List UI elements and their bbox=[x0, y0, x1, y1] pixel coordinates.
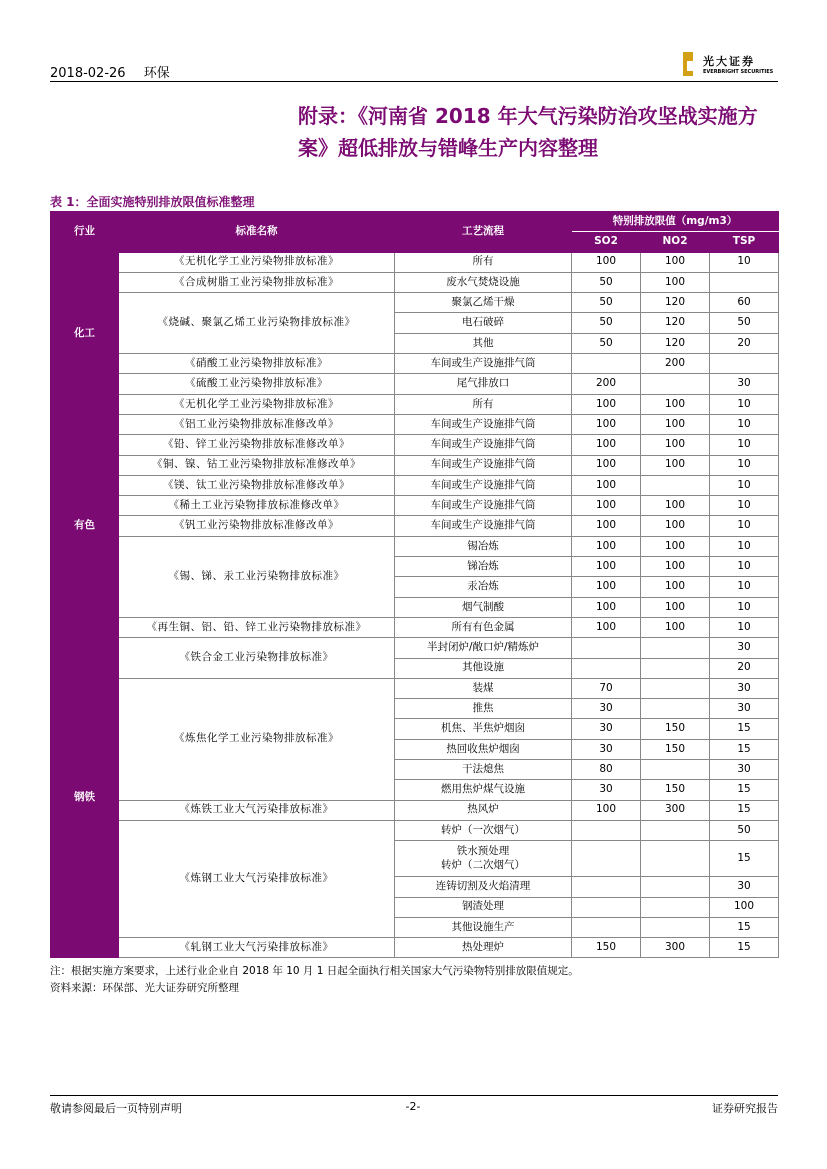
process-cell: 车间或生产设施排气筒 bbox=[395, 496, 572, 516]
tsp-cell: 60 bbox=[710, 293, 779, 313]
no2-cell bbox=[641, 841, 710, 877]
process-cell: 连铸切割及火焰清理 bbox=[395, 877, 572, 897]
so2-cell: 100 bbox=[572, 800, 641, 820]
no2-cell: 100 bbox=[641, 496, 710, 516]
standard-cell: 《铁合金工业污染物排放标准》 bbox=[119, 638, 395, 679]
so2-cell bbox=[572, 638, 641, 658]
standard-cell: 《炼铁工业大气污染排放标准》 bbox=[119, 800, 395, 820]
table-row bbox=[51, 516, 779, 536]
no2-cell: 100 bbox=[641, 414, 710, 434]
no2-cell bbox=[641, 374, 710, 394]
no2-cell: 100 bbox=[641, 455, 710, 475]
table-row bbox=[51, 455, 779, 475]
industry-cell: 钢铁 bbox=[51, 638, 119, 958]
table-row bbox=[51, 354, 779, 374]
no2-cell bbox=[641, 820, 710, 840]
no2-cell bbox=[641, 638, 710, 658]
no2-cell: 100 bbox=[641, 536, 710, 556]
no2-cell bbox=[641, 877, 710, 897]
so2-cell: 100 bbox=[572, 597, 641, 617]
table-note: 注：根据实施方案要求，上述行业企业自 2018 年 10 月 1 日起全面执行相关国家大气污染物特别排放限值规定。 bbox=[50, 965, 579, 977]
no2-cell: 100 bbox=[641, 557, 710, 577]
process-cell: 机焦、半焦炉烟囱 bbox=[395, 719, 572, 739]
page-title: 附录：《河南省 2018 年大气污染防治攻坚战实施方案》超低排放与错峰生产内容整理 bbox=[298, 104, 758, 160]
so2-cell: 100 bbox=[572, 455, 641, 475]
table-row bbox=[51, 678, 779, 698]
no2-cell: 150 bbox=[641, 739, 710, 759]
process-cell: 锑冶炼 bbox=[395, 557, 572, 577]
standard-cell: 《硫酸工业污染物排放标准》 bbox=[119, 374, 395, 394]
process-cell: 热处理炉 bbox=[395, 938, 572, 958]
so2-cell bbox=[572, 658, 641, 678]
tsp-cell: 15 bbox=[710, 841, 779, 877]
standard-cell: 《轧钢工业大气污染排放标准》 bbox=[119, 938, 395, 958]
no2-cell bbox=[641, 897, 710, 917]
process-cell: 所有有色金属 bbox=[395, 617, 572, 637]
standard-cell: 《硝酸工业污染物排放标准》 bbox=[119, 354, 395, 374]
tsp-cell: 10 bbox=[710, 435, 779, 455]
standard-cell: 《镁、钛工业污染物排放标准修改单》 bbox=[119, 475, 395, 495]
tsp-cell: 15 bbox=[710, 917, 779, 937]
standard-cell: 《合成树脂工业污染物排放标准》 bbox=[119, 272, 395, 292]
process-cell: 干法熄焦 bbox=[395, 760, 572, 780]
standard-cell: 《铅、锌工业污染物排放标准修改单》 bbox=[119, 435, 395, 455]
no2-cell bbox=[641, 760, 710, 780]
table-notes bbox=[50, 963, 579, 997]
table-source: 资料来源：环保部、光大证券研究所整理 bbox=[50, 982, 239, 994]
process-cell: 车间或生产设施排气筒 bbox=[395, 435, 572, 455]
process-line: 转炉（二次烟气） bbox=[441, 858, 525, 871]
no2-cell: 100 bbox=[641, 617, 710, 637]
process-cell: 车间或生产设施排气筒 bbox=[395, 455, 572, 475]
process-cell: 尾气排放口 bbox=[395, 374, 572, 394]
so2-cell: 100 bbox=[572, 557, 641, 577]
process-cell: 燃用焦炉煤气设施 bbox=[395, 780, 572, 800]
report-header-meta bbox=[50, 62, 184, 81]
tsp-cell: 20 bbox=[710, 658, 779, 678]
no2-cell: 100 bbox=[641, 516, 710, 536]
process-cell: 锡冶炼 bbox=[395, 536, 572, 556]
process-cell: 所有 bbox=[395, 252, 572, 272]
tsp-cell: 10 bbox=[710, 475, 779, 495]
process-cell: 汞冶炼 bbox=[395, 577, 572, 597]
so2-cell: 80 bbox=[572, 760, 641, 780]
so2-cell: 50 bbox=[572, 293, 641, 313]
tsp-cell: 30 bbox=[710, 699, 779, 719]
no2-cell: 200 bbox=[641, 354, 710, 374]
no2-cell: 100 bbox=[641, 272, 710, 292]
table-row bbox=[51, 293, 779, 313]
footer-disclaimer: 敬请参阅最后一页特别声明 bbox=[50, 1102, 182, 1115]
industry-cell: 有色 bbox=[51, 414, 119, 637]
tsp-cell bbox=[710, 354, 779, 374]
table-row bbox=[51, 938, 779, 958]
process-cell: 车间或生产设施排气筒 bbox=[395, 475, 572, 495]
no2-cell: 150 bbox=[641, 719, 710, 739]
process-cell: 电石破碎 bbox=[395, 313, 572, 333]
table-row bbox=[51, 800, 779, 820]
so2-cell: 100 bbox=[572, 577, 641, 597]
tsp-cell: 15 bbox=[710, 719, 779, 739]
no2-cell: 100 bbox=[641, 577, 710, 597]
tsp-cell: 10 bbox=[710, 394, 779, 414]
footer-divider bbox=[50, 1095, 778, 1096]
so2-cell: 200 bbox=[572, 374, 641, 394]
process-cell: 热回收焦炉烟囱 bbox=[395, 739, 572, 759]
no2-cell bbox=[641, 658, 710, 678]
table-row bbox=[51, 638, 779, 658]
tsp-cell: 30 bbox=[710, 374, 779, 394]
no2-cell bbox=[641, 678, 710, 698]
standard-cell: 《稀土工业污染物排放标准修改单》 bbox=[119, 496, 395, 516]
logo-text-en: EVERBRIGHT SECURITIES bbox=[703, 69, 774, 75]
so2-cell: 100 bbox=[572, 252, 641, 272]
no2-cell: 100 bbox=[641, 252, 710, 272]
process-cell: 车间或生产设施排气筒 bbox=[395, 414, 572, 434]
so2-cell: 100 bbox=[572, 536, 641, 556]
tsp-cell: 10 bbox=[710, 536, 779, 556]
standard-cell: 《再生铜、铝、铅、锌工业污染物排放标准》 bbox=[119, 617, 395, 637]
tsp-cell: 20 bbox=[710, 333, 779, 353]
standard-cell: 《锡、锑、汞工业污染物排放标准》 bbox=[119, 536, 395, 617]
standard-cell: 《烧碱、聚氯乙烯工业污染物排放标准》 bbox=[119, 293, 395, 354]
standard-cell: 《无机化学工业污染物排放标准》 bbox=[119, 252, 395, 272]
process-cell: 热风炉 bbox=[395, 800, 572, 820]
process-cell: 装煤 bbox=[395, 678, 572, 698]
tsp-cell: 15 bbox=[710, 938, 779, 958]
so2-cell: 100 bbox=[572, 414, 641, 434]
standard-cell: 《铝工业污染物排放标准修改单》 bbox=[119, 414, 395, 434]
no2-cell: 100 bbox=[641, 435, 710, 455]
process-cell: 所有 bbox=[395, 394, 572, 414]
process-cell: 转炉（一次烟气） bbox=[395, 820, 572, 840]
tsp-cell: 10 bbox=[710, 557, 779, 577]
col-header-so2: SO2 bbox=[572, 232, 641, 252]
report-sector: 环保 bbox=[143, 66, 170, 81]
process-cell bbox=[395, 841, 572, 877]
so2-cell: 100 bbox=[572, 394, 641, 414]
table-row bbox=[51, 617, 779, 637]
process-cell: 钢渣处理 bbox=[395, 897, 572, 917]
table-row bbox=[51, 374, 779, 394]
table-row bbox=[51, 820, 779, 840]
process-cell: 其他设施生产 bbox=[395, 917, 572, 937]
logo-text-cn: 光大证券 bbox=[703, 55, 755, 68]
so2-cell: 50 bbox=[572, 272, 641, 292]
table-row bbox=[51, 435, 779, 455]
tsp-cell: 10 bbox=[710, 577, 779, 597]
process-cell: 半封闭炉/敞口炉/精炼炉 bbox=[395, 638, 572, 658]
no2-cell: 100 bbox=[641, 597, 710, 617]
col-header-industry: 行业 bbox=[51, 212, 119, 253]
tsp-cell: 30 bbox=[710, 678, 779, 698]
no2-cell: 120 bbox=[641, 313, 710, 333]
tsp-cell bbox=[710, 272, 779, 292]
process-cell: 其他设施 bbox=[395, 658, 572, 678]
so2-cell: 30 bbox=[572, 739, 641, 759]
col-header-tsp: TSP bbox=[710, 232, 779, 252]
standard-cell: 《铜、镍、钴工业污染物排放标准修改单》 bbox=[119, 455, 395, 475]
report-date: 2018-02-26 bbox=[50, 66, 126, 81]
tsp-cell: 10 bbox=[710, 597, 779, 617]
standard-cell: 《无机化学工业污染物排放标准》 bbox=[119, 394, 395, 414]
col-header-limit-group: 特别排放限值（mg/m3） bbox=[572, 212, 779, 232]
process-cell: 废水气焚烧设施 bbox=[395, 272, 572, 292]
so2-cell: 30 bbox=[572, 719, 641, 739]
table-caption: 表 1：全面实施特别排放限值标准整理 bbox=[50, 195, 255, 209]
tsp-cell: 50 bbox=[710, 820, 779, 840]
col-header-process: 工艺流程 bbox=[395, 212, 572, 253]
tsp-cell: 15 bbox=[710, 739, 779, 759]
table-row bbox=[51, 272, 779, 292]
process-cell: 车间或生产设施排气筒 bbox=[395, 516, 572, 536]
so2-cell bbox=[572, 354, 641, 374]
no2-cell bbox=[641, 699, 710, 719]
no2-cell bbox=[641, 917, 710, 937]
table-row bbox=[51, 414, 779, 434]
so2-cell: 30 bbox=[572, 780, 641, 800]
process-cell: 烟气制酸 bbox=[395, 597, 572, 617]
tsp-cell: 50 bbox=[710, 313, 779, 333]
so2-cell: 100 bbox=[572, 435, 641, 455]
so2-cell: 70 bbox=[572, 678, 641, 698]
col-header-standard: 标准名称 bbox=[119, 212, 395, 253]
no2-cell: 120 bbox=[641, 333, 710, 353]
footer-report-type: 证券研究报告 bbox=[712, 1102, 778, 1115]
process-cell: 聚氯乙烯干燥 bbox=[395, 293, 572, 313]
tsp-cell: 10 bbox=[710, 252, 779, 272]
process-line: 铁水预处理 bbox=[456, 845, 510, 858]
tsp-cell: 10 bbox=[710, 516, 779, 536]
tsp-cell: 30 bbox=[710, 760, 779, 780]
tsp-cell: 10 bbox=[710, 414, 779, 434]
so2-cell: 50 bbox=[572, 333, 641, 353]
tsp-cell: 15 bbox=[710, 780, 779, 800]
standard-cell: 《炼钢工业大气污染排放标准》 bbox=[119, 820, 395, 937]
so2-cell: 50 bbox=[572, 313, 641, 333]
col-header-no2: NO2 bbox=[641, 232, 710, 252]
no2-cell: 300 bbox=[641, 800, 710, 820]
so2-cell: 100 bbox=[572, 516, 641, 536]
so2-cell: 30 bbox=[572, 699, 641, 719]
table-row bbox=[51, 496, 779, 516]
tsp-cell: 30 bbox=[710, 877, 779, 897]
tsp-cell: 10 bbox=[710, 455, 779, 475]
emission-limits-table bbox=[50, 211, 779, 958]
page-number: -2- bbox=[405, 1100, 421, 1113]
process-cell: 其他 bbox=[395, 333, 572, 353]
table-row bbox=[51, 394, 779, 414]
logo-mark-icon bbox=[683, 52, 697, 76]
header-divider bbox=[50, 81, 778, 82]
so2-cell bbox=[572, 820, 641, 840]
tsp-cell: 15 bbox=[710, 800, 779, 820]
tsp-cell: 10 bbox=[710, 496, 779, 516]
standard-cell: 《炼焦化学工业污染物排放标准》 bbox=[119, 678, 395, 800]
table-row bbox=[51, 475, 779, 495]
table-row bbox=[51, 536, 779, 556]
standard-cell: 《钒工业污染物排放标准修改单》 bbox=[119, 516, 395, 536]
table-row bbox=[51, 252, 779, 272]
so2-cell: 100 bbox=[572, 475, 641, 495]
industry-cell: 化工 bbox=[51, 252, 119, 414]
no2-cell: 150 bbox=[641, 780, 710, 800]
no2-cell: 100 bbox=[641, 394, 710, 414]
no2-cell bbox=[641, 475, 710, 495]
so2-cell: 100 bbox=[572, 496, 641, 516]
so2-cell bbox=[572, 877, 641, 897]
so2-cell: 150 bbox=[572, 938, 641, 958]
no2-cell: 300 bbox=[641, 938, 710, 958]
tsp-cell: 100 bbox=[710, 897, 779, 917]
so2-cell bbox=[572, 917, 641, 937]
tsp-cell: 30 bbox=[710, 638, 779, 658]
so2-cell: 100 bbox=[572, 617, 641, 637]
no2-cell: 120 bbox=[641, 293, 710, 313]
so2-cell bbox=[572, 897, 641, 917]
brand-logo bbox=[683, 50, 783, 80]
process-cell: 车间或生产设施排气筒 bbox=[395, 354, 572, 374]
process-cell: 推焦 bbox=[395, 699, 572, 719]
so2-cell bbox=[572, 841, 641, 877]
tsp-cell: 10 bbox=[710, 617, 779, 637]
